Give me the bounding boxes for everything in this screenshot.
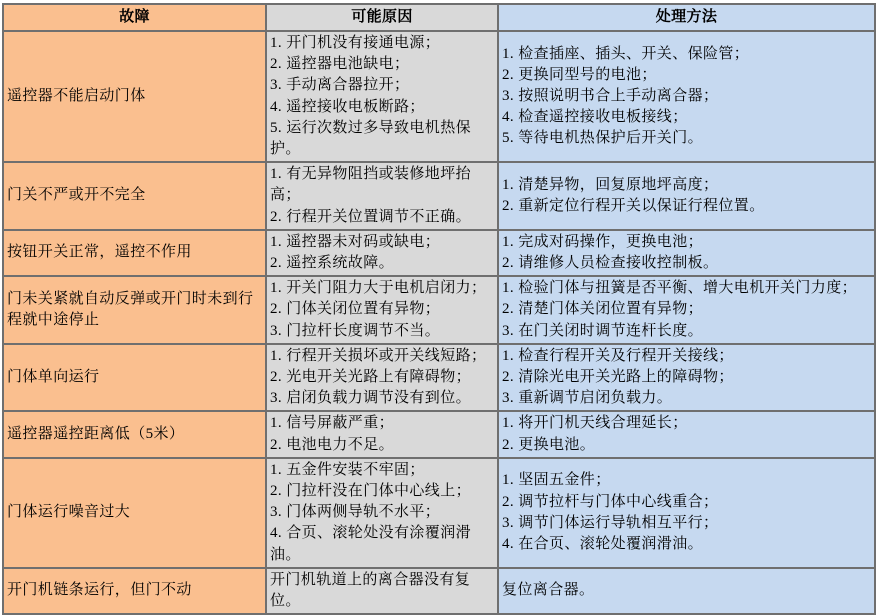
solutions-cell[interactable] [498, 31, 875, 162]
causes-line: 1. 信号屏蔽严重； [270, 415, 395, 432]
fault-cell[interactable]: 开门机链条运行，但门不动 [3, 568, 266, 614]
solutions-line: 4. 检查遥控接收电板接线； [502, 109, 688, 126]
solutions-line: 3. 在门关闭时调节连杆长度。 [502, 322, 704, 339]
solutions-line: 2. 清楚门体关闭位置有异物； [502, 301, 704, 318]
header-solution[interactable]: 处理方法 [498, 4, 875, 31]
fault-cell[interactable]: 门体单向运行 [3, 344, 266, 412]
causes-cell[interactable] [266, 162, 498, 230]
causes-cell[interactable] [266, 276, 498, 344]
causes-line: 3. 手动离合器拉开； [270, 77, 410, 94]
solutions-cell[interactable] [498, 568, 875, 614]
solutions-line: 3. 调节门体运行导轨相互平行； [502, 514, 719, 531]
causes-line: 2. 电池电力不足。 [270, 436, 395, 453]
solutions-cell[interactable] [498, 162, 875, 230]
solutions-line: 4. 在合页、滚轮处覆润滑油。 [502, 536, 704, 553]
causes-line: 1. 开关门阻力大于电机启闭力； [270, 280, 487, 297]
causes-line: 4. 合页、滚轮处没有涂覆润滑油。 [270, 525, 472, 563]
header-fault[interactable]: 故障 [3, 4, 266, 31]
fault-cell[interactable]: 按钮开关正常，遥控不作用 [3, 230, 266, 276]
solutions-line: 2. 请维修人员检查接收控制板。 [502, 255, 719, 272]
table-row [3, 31, 875, 162]
solutions-cell[interactable] [498, 411, 875, 457]
table-row [3, 230, 875, 276]
table-body [3, 31, 875, 614]
causes-line: 2. 行程开关位置调节不正确。 [270, 208, 472, 225]
causes-line: 2. 门拉杆没在门体中心线上； [270, 483, 472, 500]
causes-line: 1. 开门机没有接通电源； [270, 35, 441, 51]
solutions-line: 1. 将开门机天线合理延长； [502, 415, 688, 432]
header-cause[interactable]: 可能原因 [266, 4, 498, 31]
fault-cell[interactable]: 门体运行噪音过大 [3, 458, 266, 568]
table-row [3, 411, 875, 457]
causes-line: 3. 启闭负载力调节没有到位。 [270, 390, 472, 407]
table-row [3, 162, 875, 230]
table-row [3, 568, 875, 614]
causes-cell[interactable] [266, 568, 498, 614]
causes-line: 开门机轨道上的离合器没有复位。 [270, 571, 471, 610]
solutions-line: 复位离合器。 [502, 582, 595, 599]
table-row [3, 458, 875, 568]
causes-line: 3. 门体两侧导轨不水平； [270, 504, 441, 521]
solutions-line: 1. 检查行程开关及行程开关接线； [502, 347, 734, 364]
solutions-line: 1. 检查插座、插头、开关、保险管； [502, 45, 750, 62]
causes-line: 2. 遥控器电池缺电； [270, 56, 410, 73]
solutions-cell[interactable] [498, 458, 875, 568]
solutions-line: 2. 更换电池。 [502, 436, 596, 453]
solutions-line: 2. 清除光电开关光路上的障碍物； [502, 369, 734, 386]
causes-cell[interactable] [266, 458, 498, 568]
table-header-row [3, 4, 875, 31]
solutions-line: 2. 重新定位行程开关以保证行程位置。 [502, 198, 765, 215]
solutions-line: 3. 按照说明书合上手动离合器； [502, 88, 719, 104]
table-row [3, 276, 875, 344]
causes-line: 2. 门体关闭位置有异物； [270, 301, 441, 318]
solutions-line: 2. 调节拉杆与门体中心线重合； [502, 493, 719, 510]
fault-cell[interactable]: 门未关紧就自动反弹或开门时未到行程就中途停止 [3, 276, 266, 344]
causes-cell[interactable] [266, 411, 498, 457]
solutions-cell[interactable] [498, 344, 875, 412]
solutions-line: 1. 完成对码操作，更换电池； [502, 233, 704, 250]
solutions-line: 5. 等待电机热保护后开关门。 [502, 130, 704, 147]
causes-cell[interactable] [266, 31, 498, 162]
solutions-cell[interactable] [498, 230, 875, 276]
solutions-line: 2. 更换同型号的电池； [502, 66, 657, 83]
solutions-line: 1. 检验门体与扭簧是否平衡、增大电机开关门力度； [502, 280, 858, 297]
table-row [3, 344, 875, 412]
troubleshooting-table [2, 3, 876, 615]
causes-line: 2. 遥控系统故障。 [270, 255, 395, 272]
causes-line: 5. 运行次数过多导致电机热保护。 [270, 119, 472, 158]
causes-line: 1. 有无异物阻挡或装修地坪抬高； [270, 166, 472, 204]
solutions-line: 3. 重新调节启闭负载力。 [502, 390, 673, 407]
causes-line: 1. 五金件安装不牢固； [270, 461, 425, 478]
causes-line: 4. 遥控接收电板断路； [270, 98, 425, 115]
causes-line: 1. 遥控器未对码或缺电； [270, 233, 441, 250]
causes-cell[interactable] [266, 344, 498, 412]
causes-line: 1. 行程开关损坏或开关线短路； [270, 347, 487, 364]
solutions-line: 1. 清楚异物，回复原地坪高度； [502, 176, 719, 193]
causes-cell[interactable] [266, 230, 498, 276]
causes-line: 2. 光电开关光路上有障碍物； [270, 369, 472, 386]
fault-cell[interactable]: 遥控器不能启动门体 [3, 31, 266, 162]
solutions-line: 1. 坚固五金件； [502, 472, 611, 489]
fault-cell[interactable]: 门关不严或开不完全 [3, 162, 266, 230]
solutions-cell[interactable] [498, 276, 875, 344]
causes-line: 3. 门拉杆长度调节不当。 [270, 322, 441, 339]
fault-cell[interactable]: 遥控器遥控距离低（5米） [3, 411, 266, 457]
